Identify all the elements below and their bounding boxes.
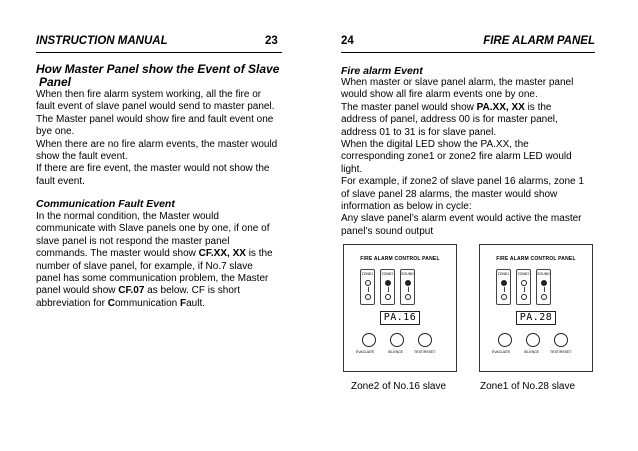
section-title-master-panel: How Master Panel show the Event of Slave	[36, 62, 280, 76]
evacuate-label: EVACUATE	[492, 350, 511, 354]
cf-body-part1: In the normal condition, the Master would communicate with Slave panels one by one, if one of slave panel is not respond the master panel commands. The master would show	[36, 211, 270, 260]
master-panel-body: When then fire alarm system working, all the fire or fault event of slave panel would send to master panel. The Master panel would show fire and fault event one bye one. When there are no fire alarm events, the master would show the fault event. If there are fire event, the master would not show the fault event.	[36, 89, 278, 187]
fa-body-part1: When master or slave panel alarm, the master panel would show all fire alarm events one by one. The master panel would show	[341, 77, 574, 113]
cf-abbr-f: F	[179, 297, 187, 309]
silence-button	[390, 333, 404, 347]
zone2-label: ZONE2	[381, 272, 394, 276]
zone2-label: ZONE2	[517, 272, 530, 276]
sound-led-lit-icon	[541, 280, 547, 286]
zone2-indicator	[380, 269, 395, 305]
section-title-communication-fault: Communication Fault Event	[36, 198, 175, 210]
section-title-master-panel-cont: Panel	[39, 75, 72, 89]
right-header-rule	[341, 52, 595, 53]
silence-button	[526, 333, 540, 347]
fa-body-part2: is the address of panel, address 00 is for master panel, address 01 to 31 is for slave panel. When the digital LED show the PA.XX, the corresponding zone1 or zone2 fire alarm LED would light. For example, if zone2 of slave panel 16 alarms, zone 1 of slave panel 28 alarms, the master would show information as below in cycle: Any slave panel’s alarm event would active the master panel’s sound output	[341, 101, 584, 237]
right-header-title: FIRE ALARM PANEL	[483, 35, 595, 47]
sound-led-stem	[408, 287, 409, 292]
zone2-fault-led-icon	[385, 294, 391, 300]
fire-alarm-panel-diagram	[479, 244, 593, 372]
fa-code-generic: PA.XX, XX	[476, 101, 525, 113]
panel-title: FIRE ALARM CONTROL PANEL	[360, 256, 440, 262]
zone2-fault-led-icon	[521, 294, 527, 300]
sound-led-stem	[544, 287, 545, 292]
zone1-led-icon	[365, 280, 371, 286]
sound-indicator	[400, 269, 415, 305]
test-reset-label: TEST/RESET	[414, 350, 436, 354]
zone2-indicator	[516, 269, 531, 305]
test-reset-button	[418, 333, 432, 347]
test-reset-button	[554, 333, 568, 347]
left-header-title: INSTRUCTION MANUAL	[36, 35, 168, 47]
zone1-indicator	[496, 269, 511, 305]
left-page	[36, 0, 288, 451]
cf-body-part3: as below. CF is short abbreviation for	[36, 285, 240, 309]
panel-caption: Zone1 of No.28 slave	[480, 381, 576, 392]
cf-abbr-rest2: ault.	[186, 297, 205, 309]
sound-indicator	[536, 269, 551, 305]
zone1-fault-led-icon	[501, 294, 507, 300]
cf-code-generic: CF.XX, XX	[198, 248, 246, 260]
zone1-indicator	[360, 269, 375, 305]
zone1-fault-led-icon	[365, 294, 371, 300]
panel-caption: Zone2 of No.16 slave	[351, 381, 447, 392]
digital-led-display: PA.16	[380, 311, 420, 325]
zone2-led-icon	[521, 280, 527, 286]
sound-fault-led-icon	[541, 294, 547, 300]
evacuate-label: EVACUATE	[356, 350, 375, 354]
sound-label: SOUND	[401, 272, 414, 276]
right-page-number: 24	[341, 35, 354, 47]
left-page-number: 23	[265, 35, 278, 47]
section-title-fire-alarm-event: Fire alarm Event	[341, 65, 423, 77]
cf-abbr-c: C	[107, 297, 115, 309]
cf-code-example: CF.07	[118, 285, 145, 297]
panel-title: FIRE ALARM CONTROL PANEL	[496, 256, 576, 262]
right-page	[341, 0, 595, 451]
fire-alarm-panel-diagram	[343, 244, 457, 372]
test-reset-label: TEST/RESET	[550, 350, 572, 354]
cf-abbr-rest1: ommunication	[114, 297, 180, 309]
zone1-led-stem	[368, 287, 369, 292]
sound-fault-led-icon	[405, 294, 411, 300]
zone1-label: ZONE1	[497, 272, 510, 276]
zone1-label: ZONE1	[361, 272, 374, 276]
zone2-led-lit-icon	[385, 280, 391, 286]
silence-label: SILENCE	[524, 350, 539, 354]
digital-led-display: PA.28	[516, 311, 556, 325]
silence-label: SILENCE	[388, 350, 403, 354]
sound-led-lit-icon	[405, 280, 411, 286]
fire-alarm-event-body	[341, 77, 584, 238]
zone1-led-lit-icon	[501, 280, 507, 286]
communication-fault-body	[36, 211, 273, 310]
evacuate-button	[362, 333, 376, 347]
evacuate-button	[498, 333, 512, 347]
left-header-rule	[36, 52, 282, 53]
sound-label: SOUND	[537, 272, 550, 276]
cf-body-part2: is the number of slave panel, for example, if No.7 slave panel has some communication problem, the Master panel would show	[36, 248, 273, 297]
zone2-led-stem	[524, 287, 525, 292]
zone1-led-stem	[504, 287, 505, 292]
zone2-led-stem	[388, 287, 389, 292]
